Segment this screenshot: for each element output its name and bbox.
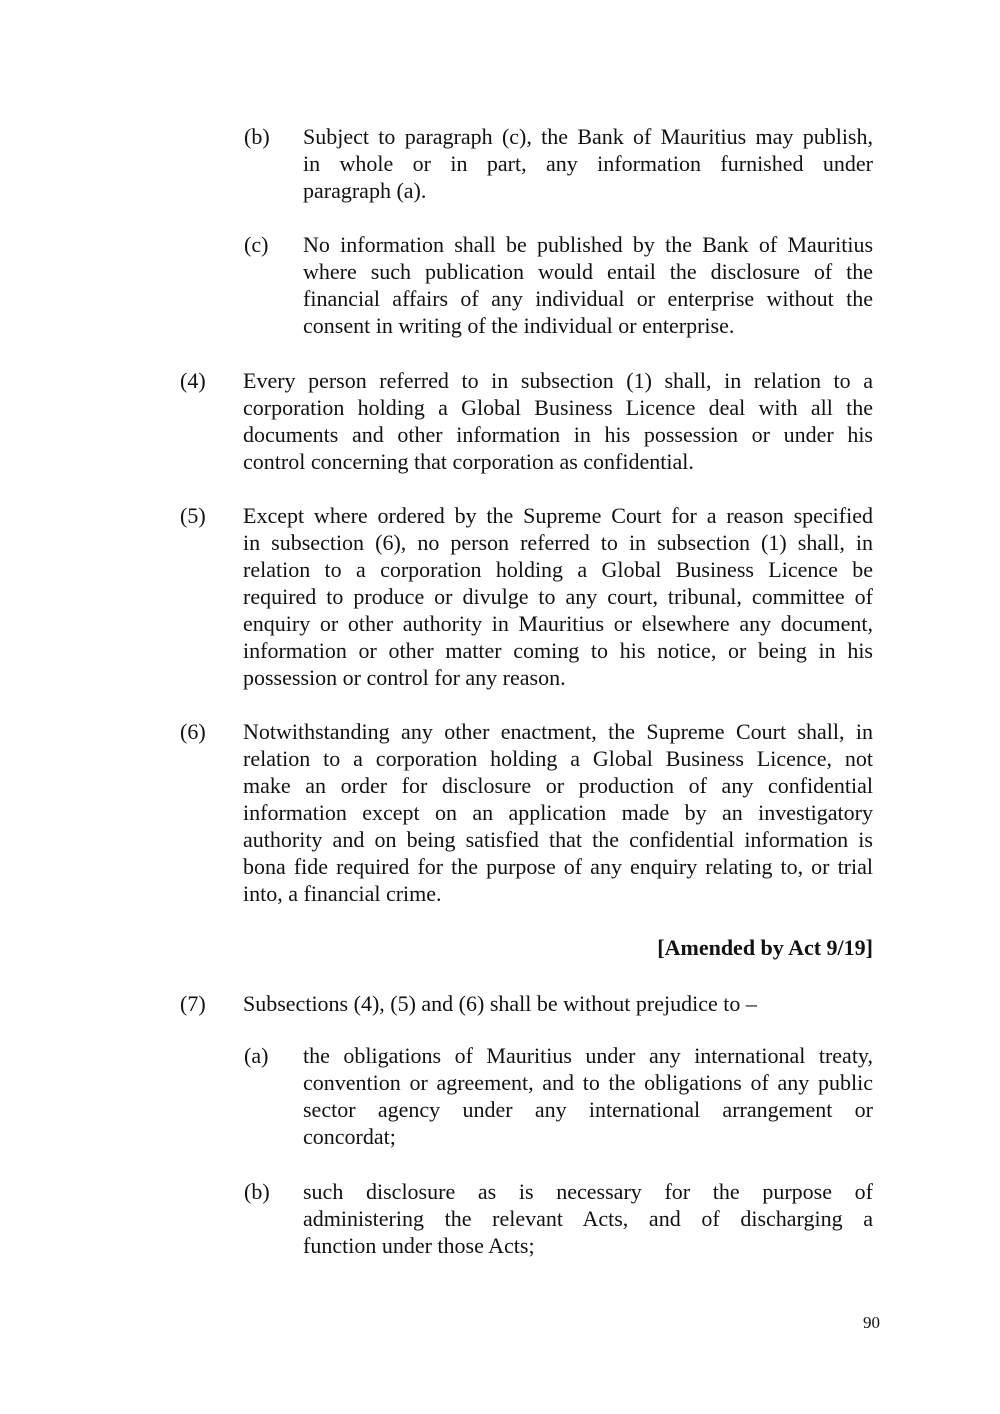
text-line: convention or agreement, and to the obligations of any public [303,1070,873,1095]
paragraph-c-no-information [303,231,873,339]
text-line: concordat; [303,1124,396,1149]
text-line: financial affairs of any individual or enterprise without the [303,286,873,311]
text-line: No information shall be published by the Bank of Mauritius [303,232,873,257]
text-line: sector agency under any international arrangement or [303,1097,873,1122]
text-line: Notwithstanding any other enactment, the Supreme Court shall, in [243,719,873,744]
text-line: make an order for disclosure or production of any confidential [243,773,873,798]
paragraph-b-disclosure [303,1178,873,1259]
paragraph-b-subject-to [303,123,873,204]
text-line: such disclosure as is necessary for the purpose of [303,1179,873,1204]
item-label: (b) [244,124,270,149]
subsection-5 [243,502,873,691]
subsection-7 [243,990,873,1017]
text-line: information or other matter coming to his notice, or being in his [243,638,873,663]
text-line: required to produce or divulge to any court, tribunal, committee of [243,584,873,609]
text-line: documents and other information in his possession or under his [243,422,873,447]
subsection-label: (5) [180,503,206,528]
subsection-label: (6) [180,719,206,744]
text-line: enquiry or other authority in Mauritius or elsewhere any document, [243,611,873,636]
paragraph-a-obligations [303,1042,873,1150]
text-line: authority and on being satisfied that the confidential information is [243,827,873,852]
text-line: into, a financial crime. [243,881,442,906]
item-label: (c) [244,232,269,257]
item-label: (a) [244,1043,269,1068]
text-line: the obligations of Mauritius under any international treaty, [303,1043,873,1068]
text-line: relation to a corporation holding a Global Business Licence, not [243,746,873,771]
text-line: where such publication would entail the disclosure of the [303,259,873,284]
text-line: control concerning that corporation as confidential. [243,449,694,474]
text-line: information except on an application made by an investigatory [243,800,873,825]
text-line: Except where ordered by the Supreme Court for a reason specified [243,503,873,528]
subsection-4 [243,367,873,475]
text-line: bona fide required for the purpose of any enquiry relating to, or trial [243,854,873,879]
subsection-label: (7) [180,991,206,1016]
text-line: corporation holding a Global Business Licence deal with all the [243,395,873,420]
subsection-6 [243,718,873,907]
text-line: Subject to paragraph (c), the Bank of Mauritius may publish, [303,124,873,149]
text-line: relation to a corporation holding a Global Business Licence be [243,557,873,582]
item-label: (b) [244,1179,270,1204]
text-line: consent in writing of the individual or enterprise. [303,313,735,338]
text-line: possession or control for any reason. [243,665,566,690]
text-line: in subsection (6), no person referred to in subsection (1) shall, in [243,530,873,555]
page-number: 90 [863,1313,880,1332]
amendment-note: [Amended by Act 9/19] [657,935,873,960]
text-line: function under those Acts; [303,1233,535,1258]
subsection-label: (4) [180,368,206,393]
text-line: Subsections (4), (5) and (6) shall be without prejudice to – [243,991,757,1016]
text-line: paragraph (a). [303,178,427,203]
text-line: administering the relevant Acts, and of discharging a [303,1206,873,1231]
text-line: Every person referred to in subsection (1) shall, in relation to a [243,368,873,393]
text-line: in whole or in part, any information furnished under [303,151,873,176]
